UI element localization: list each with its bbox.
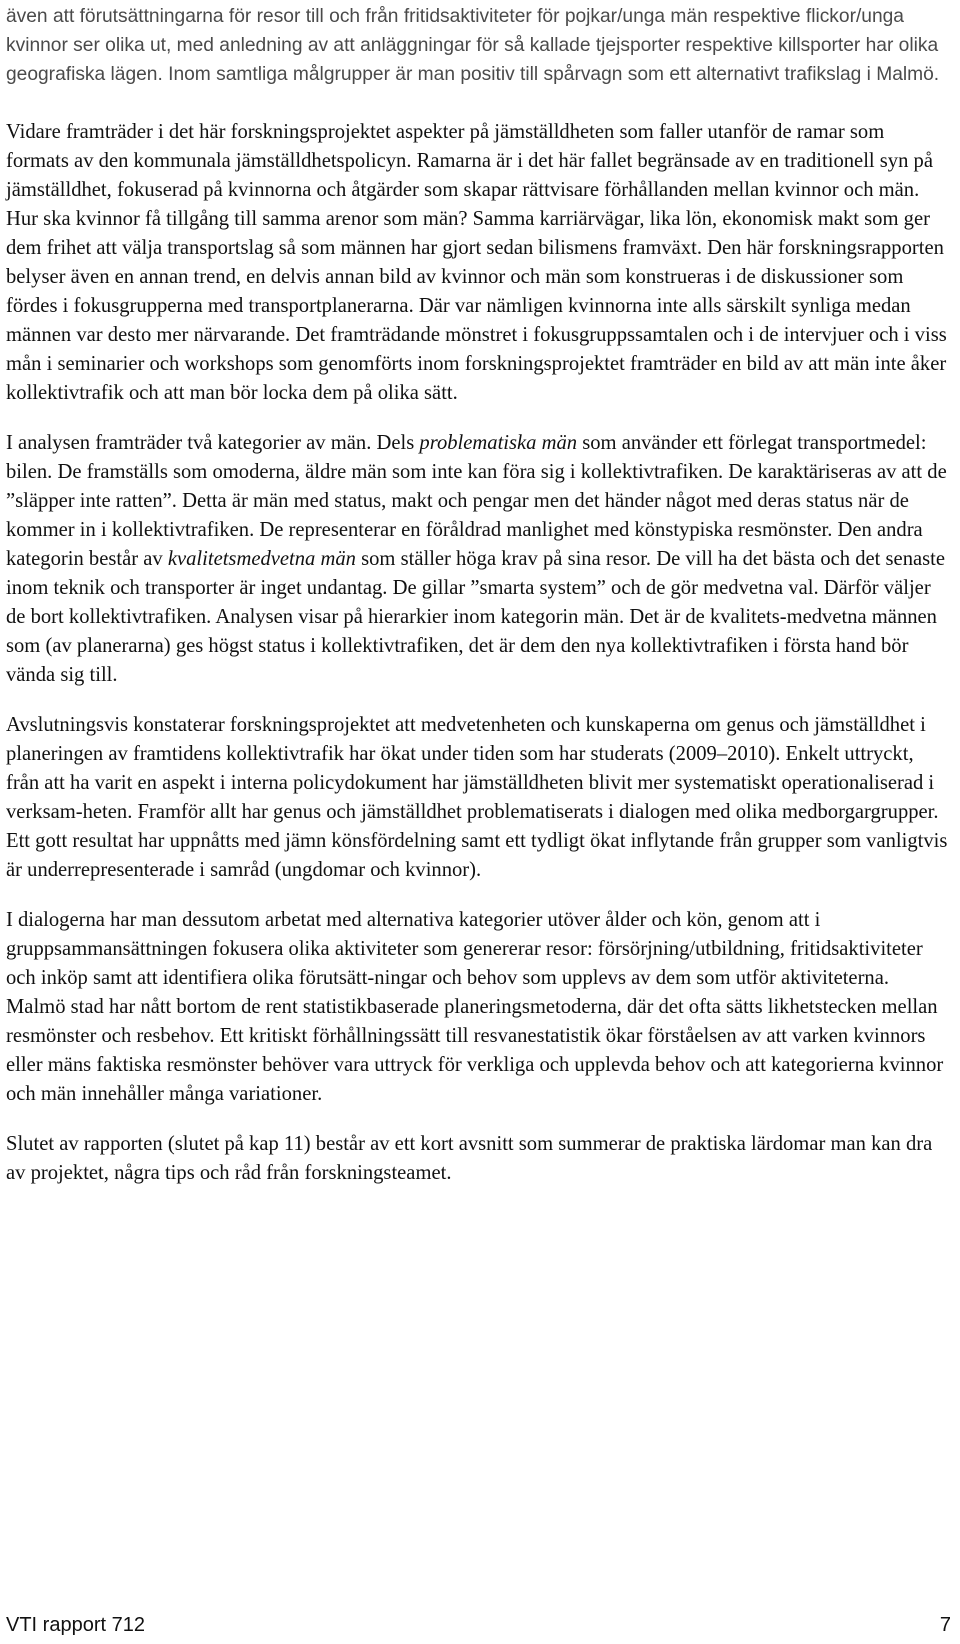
- emphasis-kvalitetsmedvetna-man: kvalitetsmedvetna män: [167, 548, 356, 570]
- paragraph-segment: som ställer höga krav på sina resor. De vill ha det bästa och det senaste inom teknik och transporter är inget undantag. De gillar ”smarta system” och de gör medvetna val. Därför väljer de bort kollektivtrafiken. Analysen visar på hierarkier inom kategorin män. Det är de kvalitets-medvetna männen som (av planerarna) ges högst status i kollektivtrafiken, det är dem den nya kollektivtrafiken i första hand bör vända sig till.: [6, 548, 946, 686]
- report-label: VTI rapport 712: [6, 1614, 145, 1636]
- paragraph-segment: I analysen framträder två kategorier av män. Dels: [6, 432, 420, 454]
- page-number: 7: [939, 1614, 951, 1636]
- paragraph-dialogerna: I dialogerna har man dessutom arbetat med alternativa kategorier utöver ålder och kön, genom att i gruppsammansättningen fokusera olika aktiviteter som genererar resor: försörjning/utbildning, fritidsaktiviteter och inköp samt att identifiera olika förutsätt-ningar och behov som upplevs av dem som utför aktiviteterna. Malmö stad har nått bortom de rent statistikbaserade planeringsmetoderna, där det ofta sätts likhetstecken mellan resmönster och resbehov. Ett kritiskt förhållningssätt till resvanestatistik ökar förståelsen av att varken kvinnors eller mäns faktiska resmönster behöver vara uttryck för verkliga och upplevda behov och att kategorierna kvinnor och män innehåller många variationer.: [6, 909, 944, 1105]
- paragraph-jamstalldhet-aspekter: Vidare framträder i det här forskningsprojektet aspekter på jämställdheten som faller utanför de ramar som formats av den kommunala jämställdhetspolicyn. Ramarna är i det här fallet begränsade av en traditionell syn på jämställdhet, fokuserad på kvinnorna och åtgärder som skapar rättvisare förhållanden mellan kvinnor och män. Hur ska kvinnor få tillgång till samma arenor som män? Samma karriärvägar, lika lön, ekonomisk makt som ger dem frihet att välja transportslag så som männen har gjort sedan bilismens framväxt. Den här forskningsrapporten belyser även en annan trend, en delvis annan bild av kvinnor och män som konstrueras i de diskussioner som fördes i fokusgrupperna med transportplanerarna. Där var nämligen kvinnorna inte alls särskilt synliga medan männen var desto mer närvarande. Det framträdande mönstret i fokusgruppssamtalen och i de intervjuer och i viss mån i seminarier och workshops som genomförts inom forskningsprojektet framträder en bild av att män inte åker kollektivtrafik och att man bör locka dem på olika sätt.: [6, 121, 947, 404]
- emphasis-problematiska-man: problematiska män: [419, 432, 578, 454]
- intro-paragraph: även att förutsättningarna för resor till och från fritidsaktiviteter för pojkar/unga män respektive flickor/unga kvinnor ser olika ut, med anledning av att anläggningar för så kallade tjejsporter respektive killsporter har olika geografiska lägen. Inom samtliga målgrupper är man positiv till spårvagn som ett alternativt trafikslag i Malmö.: [6, 6, 940, 85]
- paragraph-slutet-av-rapporten: Slutet av rapporten (slutet på kap 11) består av ett kort avsnitt som summerar de praktiska lärdomar man kan dra av projektet, några tips och råd från forskningsteamet.: [6, 1133, 933, 1184]
- paragraph-avslutningsvis: Avslutningsvis konstaterar forskningsprojektet att medvetenheten och kunskaperna om genus och jämställdhet i planeringen av framtidens kollektivtrafik har ökat under tiden som har studerats (2009–2010). Enkelt uttryckt, från att ha varit en aspekt i interna policydokument har jämställdheten blivit mer systematiskt operationaliserad i verksam-heten. Framför allt har genus och jämställdhet problematiserats i dialogen med olika medborgargrupper. Ett gott resultat har uppnåtts med jämn könsfördelning samt ett tydligt ökat inflytande från grupper som vanligtvis är underrepresenterade i samråd (ungdomar och kvinnor).: [6, 714, 948, 881]
- paragraph-kategorier-av-man: [6, 429, 951, 690]
- paragraph-segment: som använder ett förlegat transportmedel: bilen. De framställs som omoderna, äldre män som inte kan föra sig i kollektivtrafiken. De karaktäriseras av att de ”släpper inte ratten”. Detta är män med status, makt och pengar men det händer något med deras status när de kommer in i kollektivtrafiken. De representerar en föråldrad manlighet med könstypiska resmönster. Den andra kategorin består av: [6, 432, 947, 570]
- body-text: [6, 118, 951, 1209]
- page-footer: [6, 1610, 951, 1640]
